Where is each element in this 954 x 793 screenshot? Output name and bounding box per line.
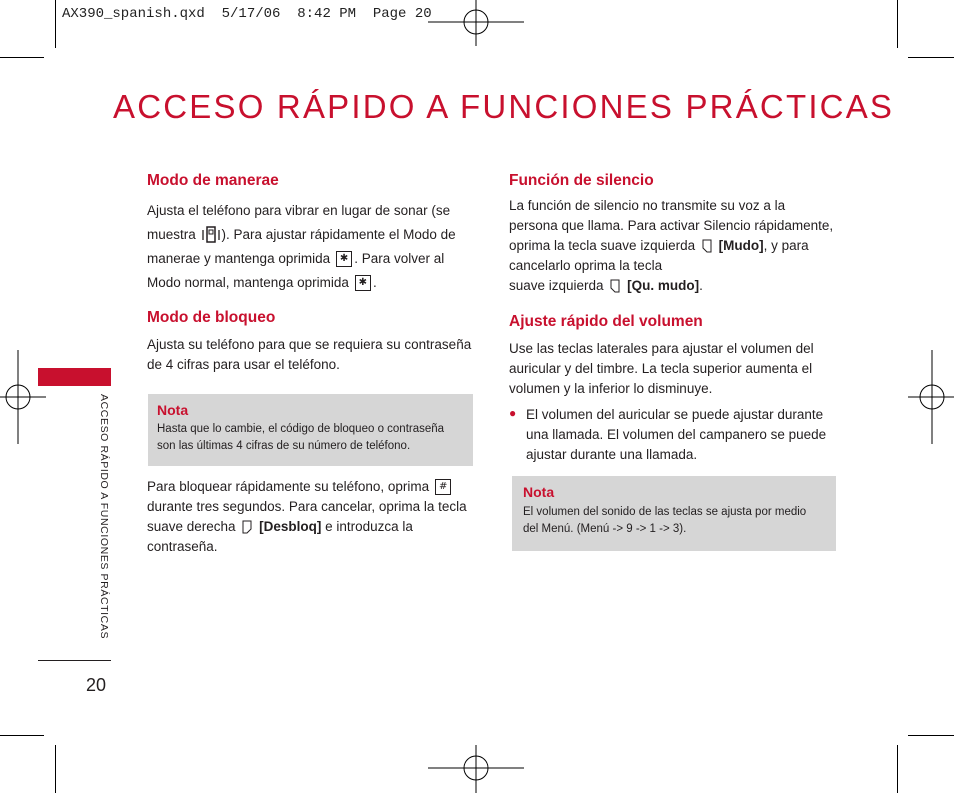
section-quick-lock (147, 477, 482, 557)
note-heading: Nota (523, 484, 555, 500)
text-line: Modo normal, mantenga oprimida ✱ . (147, 275, 377, 290)
text-line: oprima la tecla suave izquierda [Mudo], y para (509, 238, 809, 253)
right-softkey-icon (242, 520, 252, 534)
section-body (147, 477, 482, 557)
crop-mark (908, 735, 954, 736)
crop-mark (55, 745, 56, 793)
star-key-icon: ✱ (355, 275, 371, 291)
registration-mark-top (428, 0, 524, 46)
section-heading: Modo de manerae (147, 172, 279, 189)
crop-mark (897, 745, 898, 793)
section-heading: Ajuste rápido del volumen (509, 313, 703, 330)
sidebar-section-label: ACCESO RÁPIDO A FUNCIONES PRÁCTICAS (98, 394, 110, 640)
section-body (147, 199, 477, 295)
crop-mark (0, 735, 44, 736)
text-line: suave izquierda [Qu. mudo]. (509, 278, 703, 293)
text-line: durante tres segundos. Para cancelar, oprima la tecla (147, 499, 467, 514)
bullet-item (509, 405, 839, 465)
text-line: Use las teclas laterales para ajustar el volumen del (509, 341, 814, 356)
left-softkey-icon (610, 279, 620, 293)
bullet-dot-icon: ● (509, 406, 517, 420)
text-line: de 4 cifras para usar el teléfono. (147, 357, 340, 372)
text-line: Ajusta el teléfono para vibrar en lugar de sonar (se (147, 203, 451, 218)
section-modo-bloqueo (147, 309, 477, 375)
crop-mark (908, 57, 954, 58)
text-line: manerae y mantenga oprimida ✱ . Para volver al (147, 251, 445, 266)
page-number: 20 (86, 675, 107, 695)
vibrate-icon (200, 225, 222, 245)
text-line: auricular y del timbre. La tecla superior aumenta el (509, 361, 813, 376)
text-line: muestra ). Para ajustar rápidamente el Modo de (147, 223, 477, 247)
sidebar-accent-bar (38, 368, 111, 386)
note-text: El volumen del sonido de las teclas se ajusta por medio del Menú. (Menú -> 9 -> 1 -> 3). (523, 506, 807, 535)
note-heading: Nota (157, 402, 189, 418)
text-line: La función de silencio no transmite su voz a la (509, 198, 786, 213)
left-softkey-icon (702, 239, 712, 253)
section-body (509, 339, 839, 399)
text-line: persona que llama. Para activar Silencio rápidamente, (509, 218, 834, 233)
text-line: cancelarlo oprima la tecla (509, 258, 663, 273)
note-box (148, 394, 473, 466)
bullet-text: El volumen del auricular se puede ajustar durante una llamada. El volumen del campanero se puede ajustar durante una llamada. (526, 407, 827, 462)
crop-mark (0, 57, 44, 58)
section-heading: Modo de bloqueo (147, 309, 276, 326)
crop-mark (55, 0, 56, 48)
registration-mark-left (0, 350, 46, 444)
section-body (147, 335, 477, 375)
registration-mark-right (908, 350, 954, 444)
section-modo-manerae (147, 172, 477, 295)
text-line: volumen y la inferior lo disminuye. (509, 381, 713, 396)
page-title: ACCESO RÁPIDO A FUNCIONES PRÁCTICAS (113, 88, 895, 125)
registration-mark-bottom (428, 745, 524, 793)
section-heading: Función de silencio (509, 172, 654, 189)
section-body (509, 196, 839, 296)
section-funcion-silencio (509, 172, 839, 296)
pound-key-icon: # (435, 479, 451, 495)
text-line: suave derecha [Desbloq] e introduzca la contraseña. (147, 519, 413, 554)
star-key-icon: ✱ (336, 251, 352, 267)
note-box (512, 476, 836, 551)
note-text: Hasta que lo cambie, el código de bloqueo o contraseña son las últimas 4 cifras de su número de teléfono. (157, 423, 445, 452)
crop-mark (897, 0, 898, 48)
text-line: Para bloquear rápidamente su teléfono, oprima # (147, 477, 482, 497)
text-line: Ajusta su teléfono para que se requiera su contraseña (147, 337, 472, 352)
section-ajuste-volumen (509, 313, 839, 465)
sidebar-divider (38, 660, 111, 661)
file-slug: AX390_spanish.qxd 5/17/06 8:42 PM Page 20 (62, 6, 432, 22)
